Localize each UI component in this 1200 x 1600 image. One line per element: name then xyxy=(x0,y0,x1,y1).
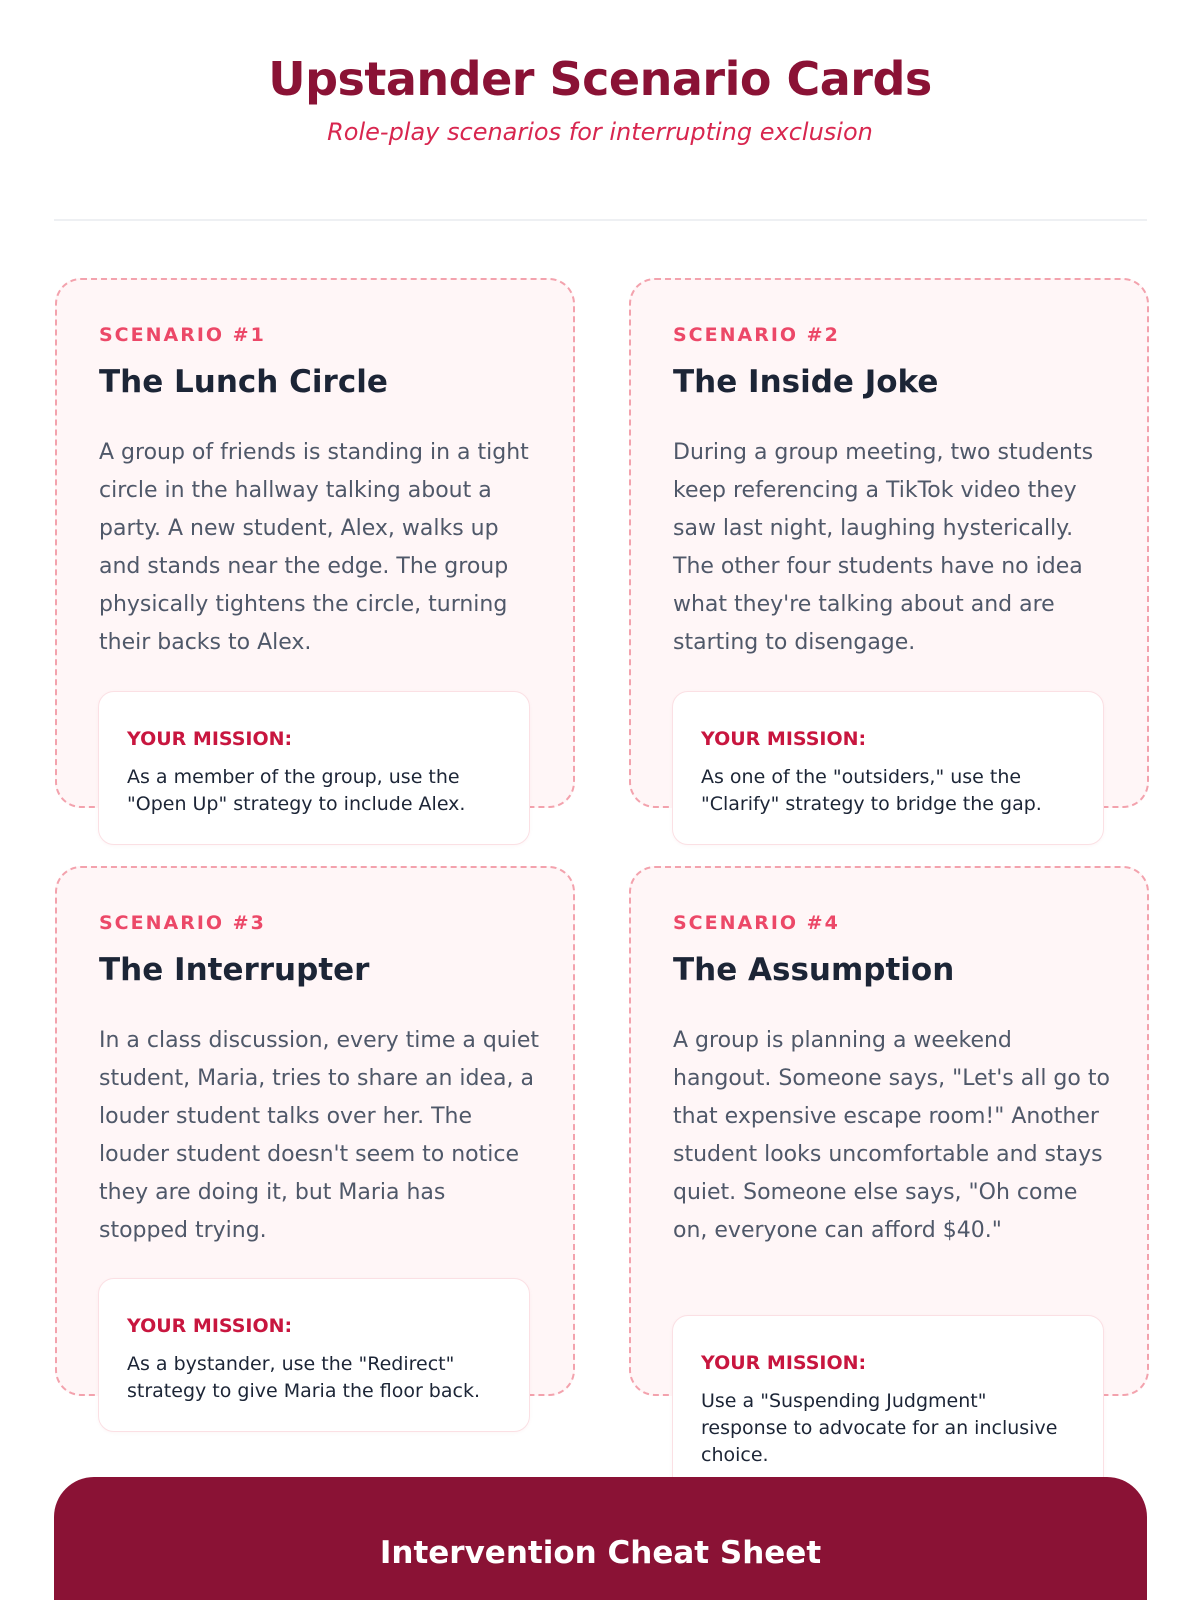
mission-text: As one of the "outsiders," use the "Clarify" strategy to bridge the gap. xyxy=(701,766,1042,815)
header-divider xyxy=(54,219,1147,221)
mission-box-2 xyxy=(672,691,1104,845)
scenario-description: During a group meeting, two students keep referencing a TikTok video they saw last night, laughing hysterically. The other four students have no idea what they're talking about and are starting to disengage. xyxy=(673,440,1094,655)
mission-label: YOUR MISSION: xyxy=(701,728,867,750)
cheat-sheet-section xyxy=(54,1477,1147,1600)
mission-label: YOUR MISSION: xyxy=(701,1352,867,1374)
mission-label: YOUR MISSION: xyxy=(127,1315,293,1337)
page-subtitle: Role-play scenarios for interrupting exclusion xyxy=(327,118,873,146)
mission-box-3 xyxy=(98,1278,530,1432)
scenario-title: The Interrupter xyxy=(99,952,370,988)
mission-box-1 xyxy=(98,691,530,845)
scenario-title: The Lunch Circle xyxy=(99,364,388,400)
scenario-title: The Assumption xyxy=(673,952,955,988)
scenario-label: SCENARIO #1 xyxy=(99,324,266,346)
scenario-label: SCENARIO #2 xyxy=(673,324,840,346)
scenario-description: In a class discussion, every time a quiet student, Maria, tries to share an idea, a louder student talks over her. The louder student doesn't seem to notice they are doing it, but Maria has stopped trying. xyxy=(99,1028,540,1243)
mission-box-4 xyxy=(672,1315,1104,1495)
scenario-label: SCENARIO #4 xyxy=(673,912,840,934)
mission-label: YOUR MISSION: xyxy=(127,728,293,750)
mission-text: As a bystander, use the "Redirect" strategy to give Maria the floor back. xyxy=(127,1353,481,1402)
cheat-sheet-title: Intervention Cheat Sheet xyxy=(379,1535,822,1571)
scenario-description: A group is planning a weekend hangout. Someone says, "Let's all go to that expensive escape room!" Another student looks uncomfortable and stays quiet. Someone else says, "Oh come on, everyone can afford $40." xyxy=(673,1028,1110,1243)
page-title: Upstander Scenario Cards xyxy=(268,52,932,106)
mission-text: Use a "Suspending Judgment" response to advocate for an inclusive choice. xyxy=(701,1390,1058,1466)
scenario-title: The Inside Joke xyxy=(673,364,939,400)
scenario-label: SCENARIO #3 xyxy=(99,912,266,934)
scenario-description: A group of friends is standing in a tight circle in the hallway talking about a party. A new student, Alex, walks up and stands near the edge. The group physically tightens the circle, turning their backs to Alex. xyxy=(99,440,529,655)
mission-text: As a member of the group, use the "Open Up" strategy to include Alex. xyxy=(127,766,466,815)
